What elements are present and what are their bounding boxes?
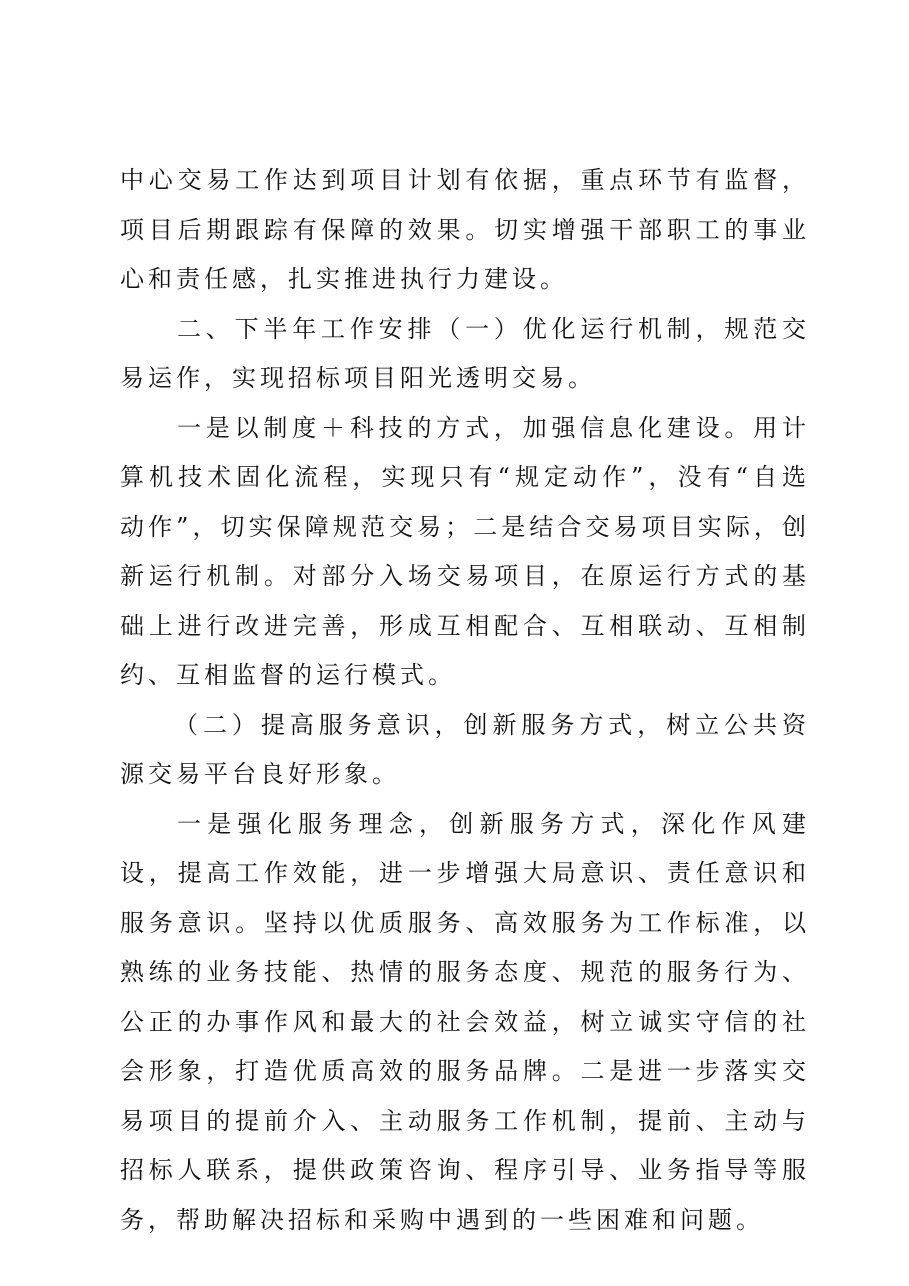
paragraph-service: 一是强化服务理念，创新服务方式，深化作风建设，提高工作效能，进一步增强大局意识、责任意识和服务意识。坚持以优质服务、高效服务为工作标准，以熟练的业务技能、热情的服务态度、规范的服务行为、公正的办事作风和最大的社会效益，树立诚实守信的社会形象，打造优质高效的服务品牌。二是进一步落实交易项目的提前介入、主动服务工作机制，提前、主动与招标人联系，提供政策咨询、程序引导、业务指导等服务，帮助解决招标和采购中遇到的一些困难和问题。 bbox=[120, 809, 810, 1234]
document-body bbox=[120, 156, 810, 1245]
paragraph-continuation: 中心交易工作达到项目计划有依据，重点环节有监督，项目后期跟踪有保障的效果。切实增强干部职工的事业心和责任感，扎实推进执行力建设。 bbox=[120, 166, 810, 293]
paragraph-mechanism: 一是以制度＋科技的方式，加强信息化建设。用计算机技术固化流程，实现只有“规定动作”，没有“自选动作”，切实保障规范交易；二是结合交易项目实际，创新运行机制。对部分入场交易项目，在原运行方式的基础上进行改进完善，形成互相配合、互相联动、互相制约、互相监督的运行模式。 bbox=[120, 413, 810, 689]
paragraph-subsection-heading: （二）提高服务意识，创新服务方式，树立公共资源交易平台良好形象。 bbox=[120, 710, 810, 788]
paragraph-section-heading: 二、下半年工作安排（一）优化运行机制，规范交易运作，实现招标项目阳光透明交易。 bbox=[120, 314, 810, 392]
